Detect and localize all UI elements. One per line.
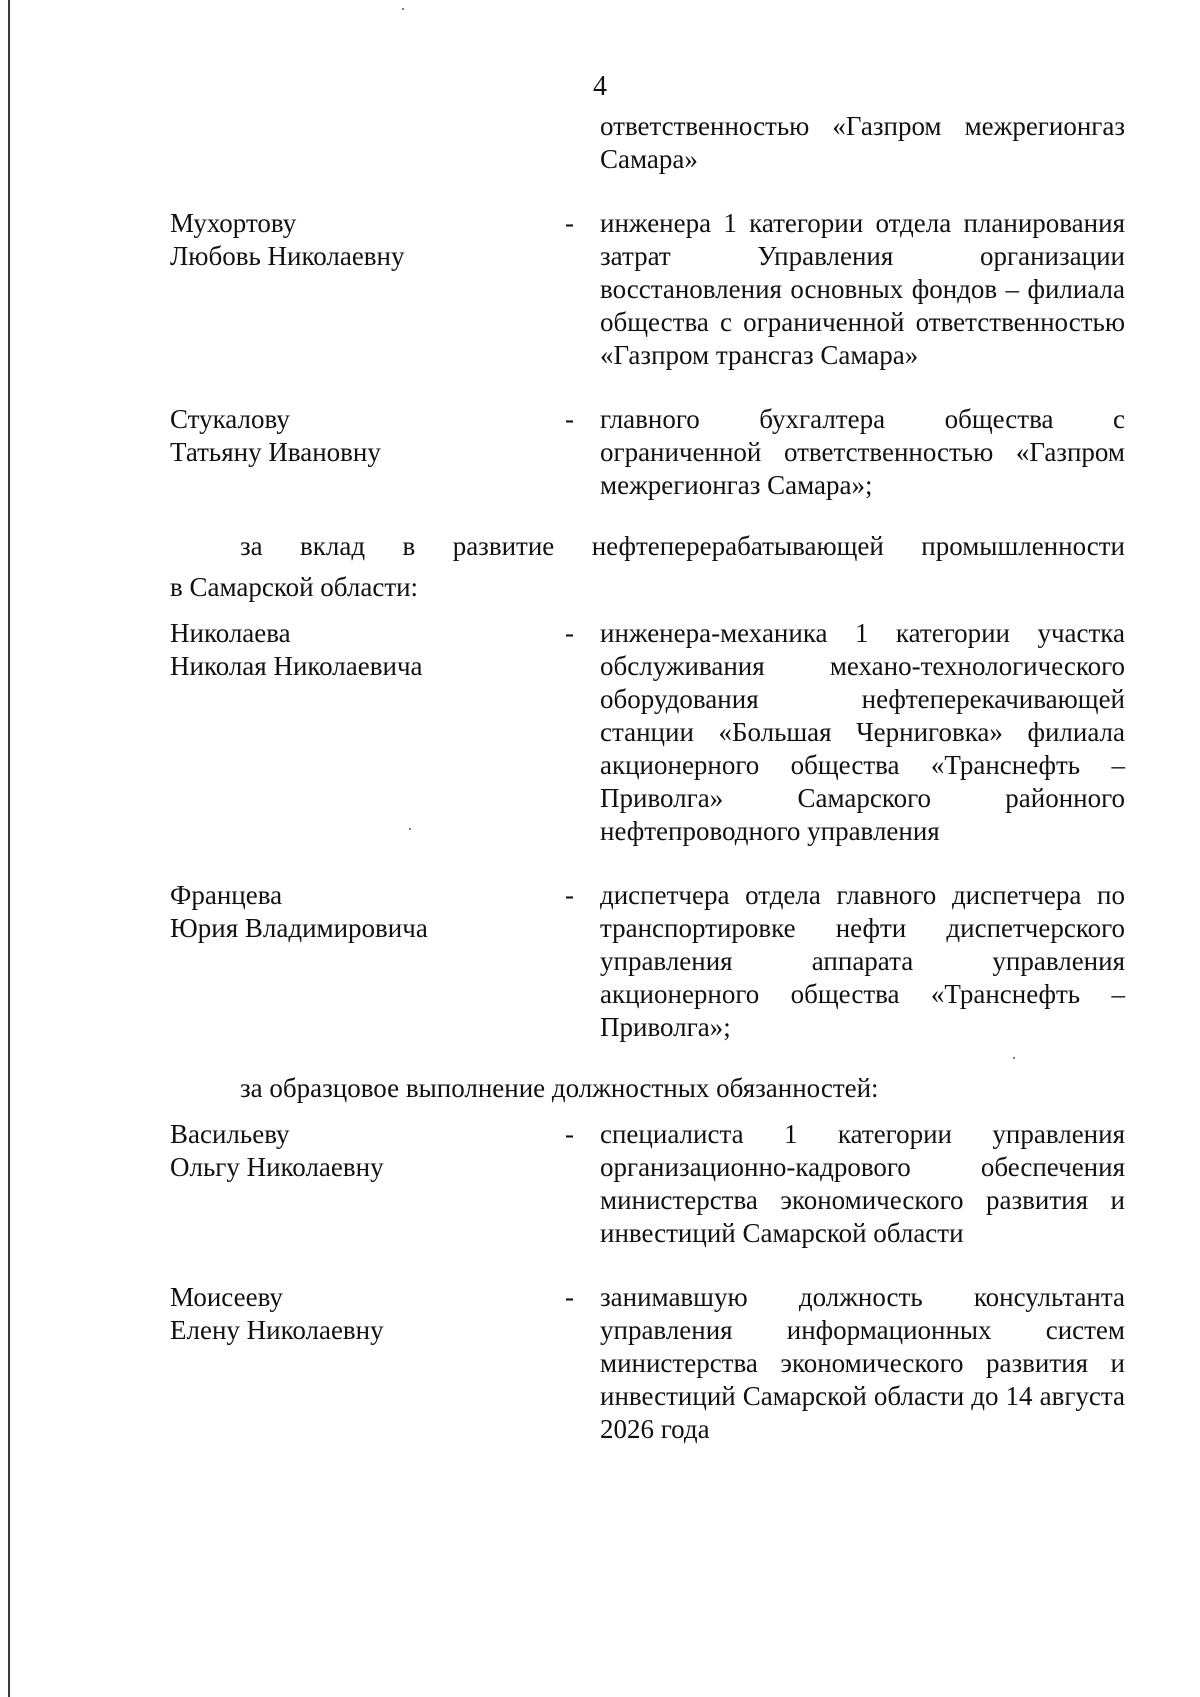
person-name [170,207,565,372]
entry-dash: - [565,404,574,434]
person-given-names: Николая Николаевича [170,651,423,681]
person-given-names: Любовь Николаевну [170,241,405,271]
person-given-names: Елену Николаевну [170,1315,384,1345]
award-category-line: за вклад в развитие нефтеперерабатывающей промышленности [240,531,1125,561]
entry-dash: - [565,618,574,648]
scan-speck [402,8,404,10]
person-surname: Мухортову [170,208,297,238]
award-entry [170,403,1125,502]
person-position: инженера 1 категории отдела планирования затрат Управления организации восстановления основных фондов – филиала общества с ограниченной ответственностью «Газпром трансгаз Самара» [600,208,1125,370]
document-body [170,110,1125,1446]
person-surname: Николаева [170,618,291,648]
award-category-heading: за образцовое выполнение должностных обязанностей: [240,1073,879,1103]
person-position: диспетчера отдела главного диспетчера по транспортировке нефти диспетчерского управления аппарата управления акционерного общества «Транснефть – Приволга»; [600,880,1125,1042]
person-given-names: Татьяну Ивановну [170,437,381,467]
person-position: главного бухгалтера общества с ограниченной ответственностью «Газпром межрегионгаз Самара»; [600,404,1125,500]
person-position: занимавшую должность консультанта управления информационных систем министерства экономического развития и инвестиций Самарской области до 14 августа 2026 года [600,1282,1125,1444]
person-surname: Францева [170,880,283,910]
person-name [170,617,565,848]
person-given-names: Юрия Владимировича [170,913,428,943]
person-given-names: Ольгу Николаевну [170,1152,384,1182]
person-surname: Васильеву [170,1119,290,1149]
award-entry [170,1118,1125,1250]
person-name [170,1118,565,1250]
entry-dash: - [565,208,574,238]
person-surname: Моисееву [170,1282,283,1312]
award-entry [170,879,1125,1044]
entry-dash: - [565,1119,574,1149]
award-category-heading [170,530,1125,604]
person-position: специалиста 1 категории управления организационно-кадрового обеспечения министерства экономического развития и инвестиций Самарской области [600,1119,1125,1248]
person-name [170,1281,565,1446]
person-surname: Стукалову [170,404,290,434]
award-entry [170,617,1125,848]
person-position: инженера-механика 1 категории участка обслуживания механо-технологического оборудования нефтеперекачивающей станции «Большая Черниговка» филиала акционерного общества «Транснефть – Приволга» Самарского районного нефтепроводного управления [600,618,1125,846]
award-category-line: в Самарской области: [170,572,419,602]
award-entry [170,207,1125,372]
award-entry [170,1281,1125,1446]
scan-left-edge-line [8,0,10,1697]
entry-dash: - [565,880,574,910]
person-name [170,403,565,502]
page-number: 4 [593,71,607,102]
person-name [170,879,565,1044]
continued-position-text: ответственностью «Газпром межрегионгаз Самара» [600,111,1125,174]
entry-dash: - [565,1282,574,1312]
